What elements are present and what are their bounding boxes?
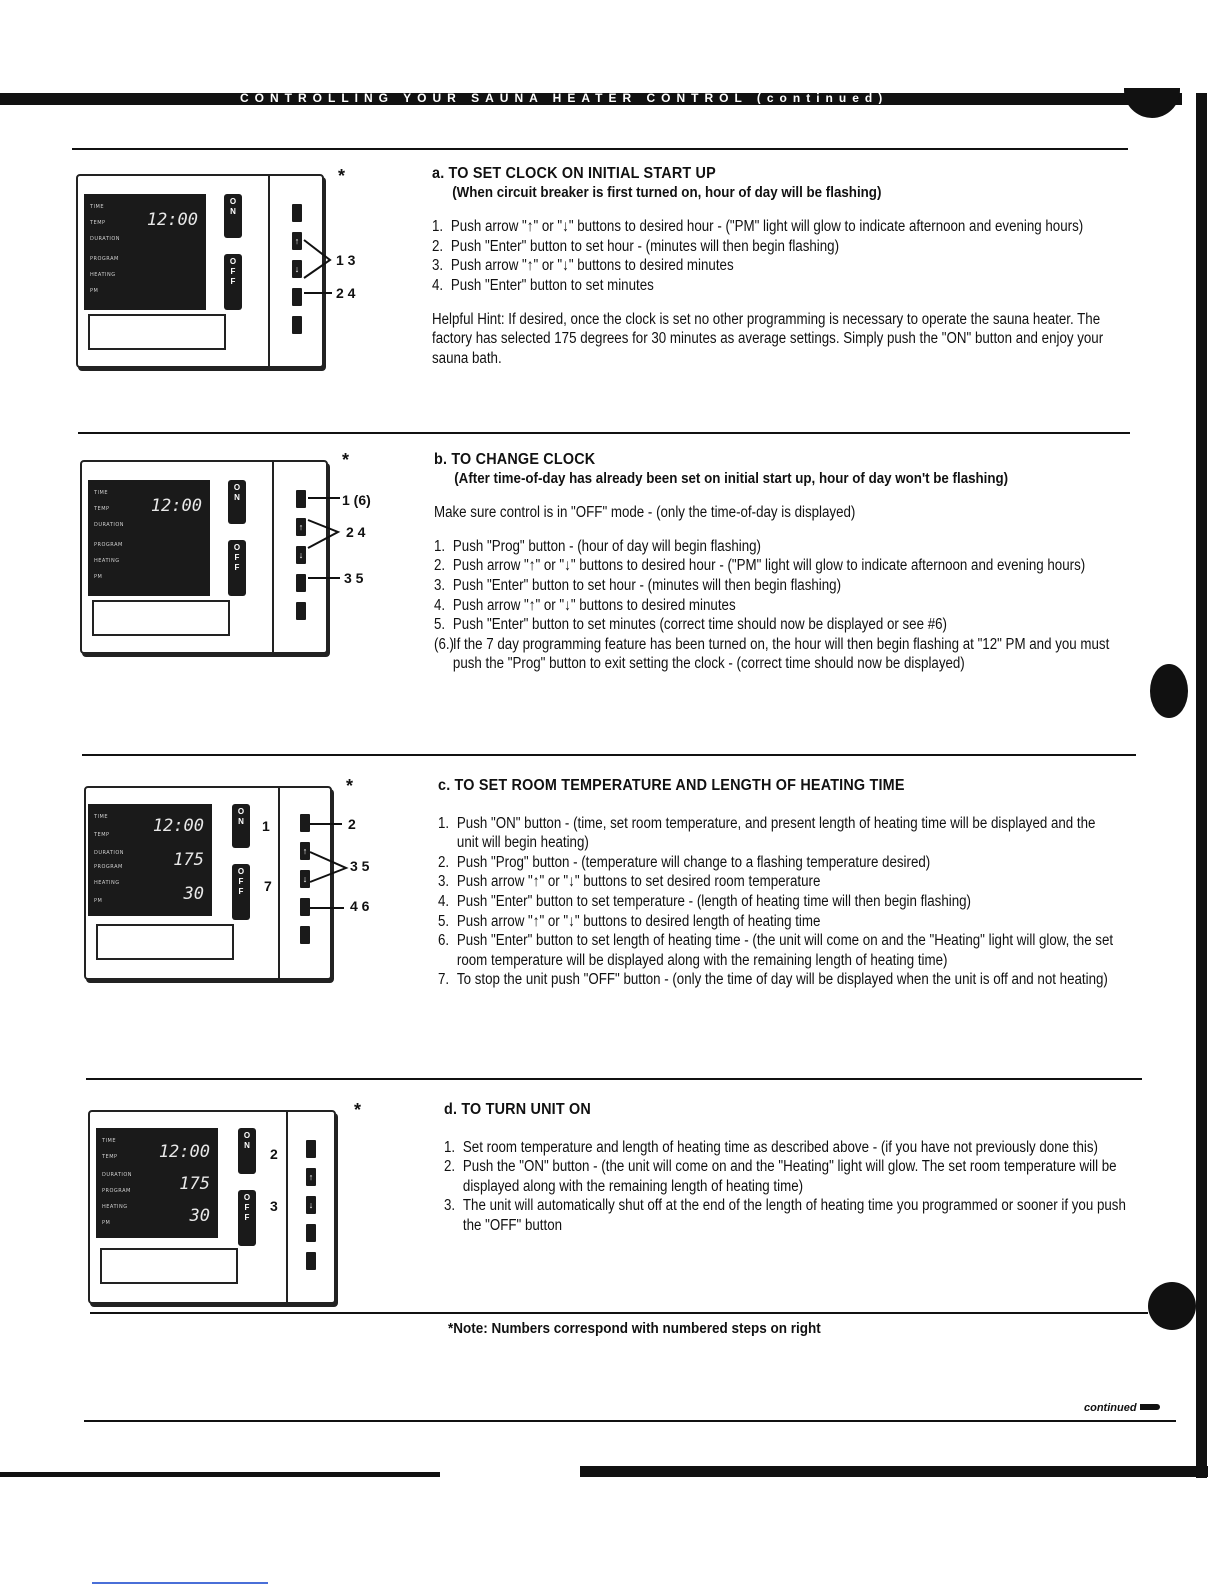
off-button[interactable]: OFF — [224, 254, 242, 310]
step-item: 1. Push "ON" button - (time, set room temperature, and present length of heating time will be displayed and the unit will begin heating) — [438, 814, 1096, 852]
step-item: 3. Push arrow "↑" or "↓" buttons to desired minutes — [432, 257, 734, 275]
bottom-bar — [580, 1466, 1208, 1477]
message-window — [100, 1248, 238, 1284]
time-readout: 12:00 — [158, 1142, 210, 1162]
label-duration: DURATION — [90, 236, 121, 242]
callout-label: 1 (6) — [342, 492, 371, 508]
duration-readout: 30 — [183, 884, 204, 904]
temp-readout: 175 — [179, 1174, 210, 1194]
step-item: 4. Push arrow "↑" or "↓" buttons to desired minutes — [434, 596, 736, 614]
display-screen: TIME TEMP DURATION PROGRAM HEATING PM 12:00 175 30 — [88, 804, 212, 916]
step-item: 1. Push arrow "↑" or "↓" buttons to desired hour - ("PM" light will glow to indicate afternoon and evening hours) — [432, 218, 1084, 236]
light-button[interactable] — [292, 316, 302, 334]
binder-hole-middle — [1150, 664, 1188, 718]
note-asterisk: * — [338, 166, 346, 186]
panel-divider — [286, 1112, 288, 1302]
section-b — [434, 450, 1124, 674]
step-item: 2. Push the "ON" button - (the unit will come on and the "Heating" light will glow. The set room temperature will be displayed along with the remaining length of heating time) — [444, 1158, 1117, 1195]
callout-label: 2 4 — [346, 524, 366, 540]
display-screen: TIME TEMP DURATION PROGRAM HEATING PM 12:00 — [88, 480, 210, 596]
panel-divider — [278, 788, 280, 978]
prog-button[interactable] — [292, 204, 302, 222]
time-readout: 12:00 — [146, 210, 198, 230]
section-rule — [72, 148, 1128, 150]
step-item: 6. Push "Enter" button to set length of heating time - (the unit will come on and the "Heating" light will glow, the set room temperature will be displayed along with the remaining length of heating time) — [438, 932, 1114, 969]
control-panel-a — [76, 174, 324, 368]
step-item: 1. Set room temperature and length of heating time as described above - (if you have not previously done this) — [444, 1138, 1098, 1156]
binder-hole-top — [1124, 88, 1180, 118]
light-button[interactable] — [300, 926, 310, 944]
up-arrow-button[interactable]: ↑ — [292, 232, 302, 250]
on-button[interactable]: ON — [232, 804, 250, 848]
step-item: 2. Push "Enter" button to set hour - (minutes will then begin flashing) — [432, 237, 840, 255]
step-item: 2. Push arrow "↑" or "↓" buttons to desired hour - ("PM" light will glow to indicate afternoon and evening hours) — [434, 557, 1086, 575]
step-item: 3. The unit will automatically shut off at the end of the length of heating time you programmed or sooner if you push the "OFF" button — [444, 1197, 1126, 1234]
on-button[interactable]: ON — [224, 194, 242, 238]
callout-label: 2 — [348, 816, 356, 832]
time-readout: 12:00 — [152, 816, 204, 836]
section-rule — [86, 1078, 1142, 1080]
callout-label: 3 5 — [344, 570, 364, 586]
label-pm: PM — [90, 288, 99, 294]
up-arrow-button[interactable]: ↑ — [296, 518, 306, 536]
bottom-bar — [0, 1472, 440, 1477]
off-button[interactable]: OFF — [228, 540, 246, 596]
callout-lines-c — [306, 812, 352, 916]
prog-button[interactable] — [306, 1140, 316, 1158]
panel-divider — [272, 462, 274, 652]
callout-label: 2 — [270, 1146, 278, 1162]
step-item: 4. Push "Enter" button to set minutes — [432, 276, 654, 294]
section-a — [432, 164, 1112, 368]
binder-hole-bottom — [1148, 1282, 1196, 1330]
page-edge-bar — [1196, 93, 1207, 1478]
light-button[interactable] — [296, 602, 306, 620]
section-rule — [82, 754, 1136, 756]
section-intro: Make sure control is in "OFF" mode - (only the time-of-day is displayed) — [434, 504, 856, 522]
steps-list — [432, 217, 1111, 295]
section-rule — [78, 432, 1130, 434]
callout-label: 1 — [262, 818, 270, 834]
steps-list — [438, 814, 1117, 990]
display-screen — [84, 194, 206, 310]
section-heading: c. TO SET ROOM TEMPERATURE AND LENGTH OF HEATING TIME — [438, 777, 905, 794]
time-readout: 12:00 — [150, 496, 202, 516]
control-panel-c — [84, 786, 332, 980]
step-item: 5. Push "Enter" button to set minutes (correct time should now be displayed or see #6) — [434, 616, 947, 634]
helpful-hint: Helpful Hint: If desired, once the clock is set no other programming is necessary to operate the sauna heater. The factory has selected 175 degrees for 30 minutes as average settings. Simply push the "ON" button and enjoy your sauna bath. — [432, 310, 1104, 367]
control-panel-d — [88, 1110, 336, 1304]
light-button[interactable] — [306, 1252, 316, 1270]
off-button[interactable]: OFF — [238, 1190, 256, 1246]
message-window — [96, 924, 234, 960]
note-asterisk: * — [346, 776, 354, 796]
section-heading: a. TO SET CLOCK ON INITIAL START UP — [432, 165, 716, 182]
step-item: 3. Push "Enter" button to set hour - (minutes will then begin flashing) — [434, 576, 842, 594]
continued-label: continued — [1084, 1402, 1137, 1414]
down-arrow-button[interactable]: ↓ — [306, 1196, 316, 1214]
note-asterisk: * — [342, 450, 350, 470]
temp-readout: 175 — [173, 850, 204, 870]
callout-label: 1 3 — [336, 252, 356, 268]
section-subheading: (After time-of-day has already been set on initial start up, hour of day won't be flashing) — [454, 470, 1009, 487]
down-arrow-button[interactable]: ↓ — [300, 870, 310, 888]
section-c — [438, 776, 1128, 990]
message-window — [88, 314, 226, 350]
step-item: 2. Push "Prog" button - (temperature will change to a flashing temperature desired) — [438, 853, 931, 871]
label-time: TIME — [90, 204, 105, 210]
label-program: PROGRAM — [90, 256, 119, 262]
callout-label: 2 4 — [336, 285, 356, 301]
step-item: 1. Push "Prog" button - (hour of day will begin flashing) — [434, 537, 762, 555]
pointing-hand-icon — [1140, 1404, 1160, 1410]
on-button[interactable]: ON — [238, 1128, 256, 1174]
callout-label: 3 — [270, 1198, 278, 1214]
section-rule — [84, 1420, 1176, 1422]
callout-lines-a — [300, 232, 340, 312]
steps-list — [434, 537, 1122, 674]
section-d — [444, 1100, 1134, 1236]
note-asterisk: * — [354, 1100, 362, 1120]
step-item: 7. To stop the unit push "OFF" button - (only the time of day will be displayed when the unit is off and not heating) — [438, 971, 1108, 989]
section-subheading: (When circuit breaker is first turned on, hour of day will be flashing) — [452, 184, 882, 201]
up-arrow-button[interactable]: ↑ — [306, 1168, 316, 1186]
control-panel-b — [80, 460, 328, 654]
label-temp: TEMP — [90, 220, 106, 226]
down-arrow-button[interactable]: ↓ — [292, 260, 302, 278]
banner-title: CONTROLLING YOUR SAUNA HEATER CONTROL (continued) — [240, 92, 889, 104]
callout-label: 7 — [264, 878, 272, 894]
label-heating: HEATING — [90, 272, 116, 278]
section-heading: d. TO TURN UNIT ON — [444, 1101, 591, 1118]
panel-divider — [268, 176, 270, 366]
display-screen: TIME TEMP DURATION PROGRAM HEATING PM 12:00 175 30 — [96, 1128, 218, 1238]
section-heading: b. TO CHANGE CLOCK — [434, 451, 596, 468]
enter-button[interactable] — [306, 1224, 316, 1242]
step-item: 3. Push arrow "↑" or "↓" buttons to set desired room temperature — [438, 873, 821, 891]
step-item: (6.) If the 7 day programming feature has been turned on, the hour will then begin flashing at "12" PM and you must push the "Prog" button to exit setting the clock - (correct time should now be displayed) — [434, 635, 1110, 673]
callout-label: 4 6 — [350, 898, 370, 914]
message-window — [92, 600, 230, 636]
duration-readout: 30 — [189, 1206, 210, 1226]
footnote: *Note: Numbers correspond with numbered steps on right — [448, 1320, 821, 1337]
section-rule — [90, 1312, 1148, 1314]
off-button[interactable]: OFF — [232, 864, 250, 920]
down-arrow-button[interactable]: ↓ — [296, 546, 306, 564]
callout-label: 3 5 — [350, 858, 370, 874]
steps-list — [444, 1138, 1132, 1236]
step-item: 5. Push arrow "↑" or "↓" buttons to desired length of heating time — [438, 912, 821, 930]
step-item: 4. Push "Enter" button to set temperature - (length of heating time will then begin flashing) — [438, 892, 971, 910]
up-arrow-button[interactable]: ↑ — [300, 842, 310, 860]
on-button[interactable]: ON — [228, 480, 246, 524]
